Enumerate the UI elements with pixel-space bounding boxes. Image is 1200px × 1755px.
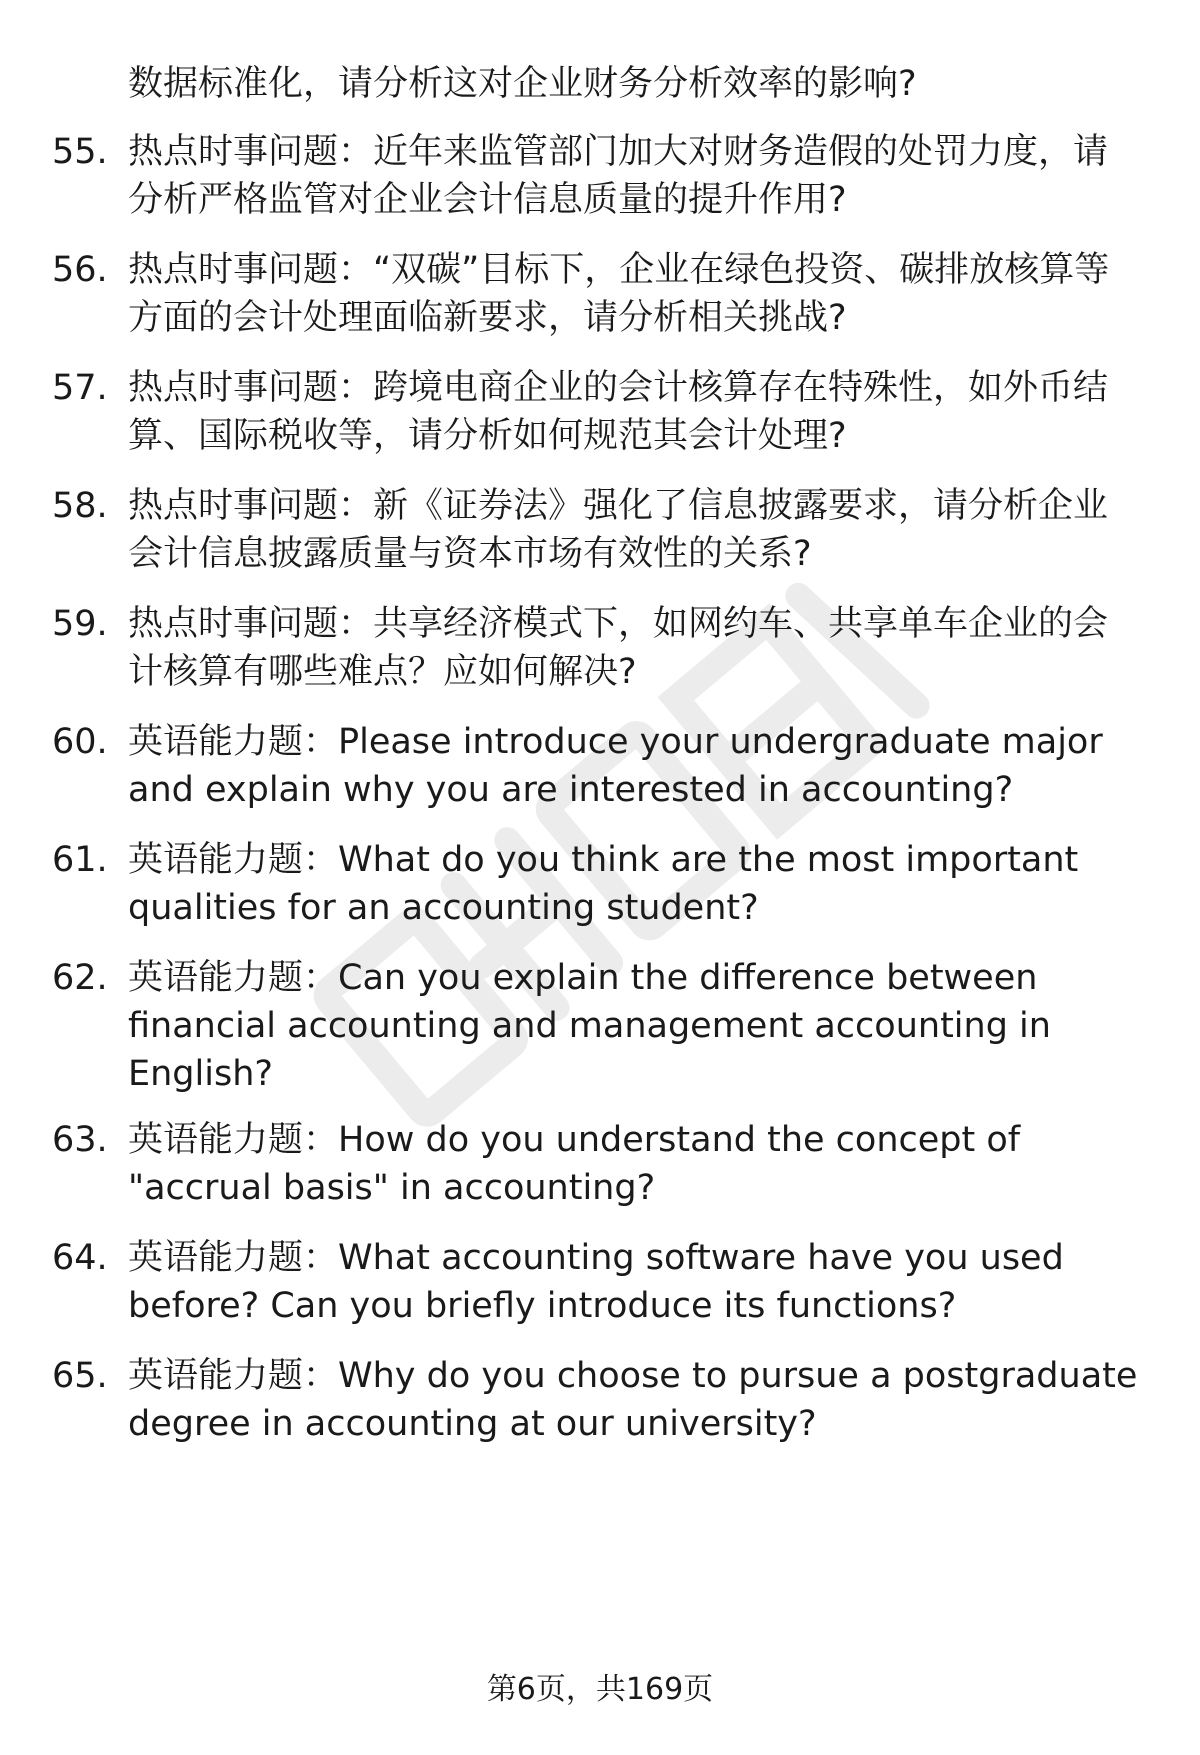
question-number: 63. bbox=[52, 1120, 108, 1160]
question-number: 58. bbox=[52, 486, 108, 526]
question-text: 英语能力题：How do you understand the concept of "accrual basis" in accounting? bbox=[128, 1120, 1021, 1208]
page-number-footer: 第6页，共169页 bbox=[486, 1672, 714, 1707]
question-number: 55. bbox=[52, 132, 108, 172]
continuation-text: 数据标准化，请分析这对企业财务分析效率的影响? bbox=[128, 64, 917, 104]
question-text: 英语能力题：Why do you choose to pursue a postgraduate degree in accounting at our university? bbox=[128, 1356, 1138, 1444]
question-number: 57. bbox=[52, 368, 108, 408]
question-text: 英语能力题：What do you think are the most important qualities for an accounting student? bbox=[128, 840, 1079, 928]
question-number: 61. bbox=[52, 840, 108, 880]
question-number: 60. bbox=[52, 722, 108, 762]
question-number: 59. bbox=[52, 604, 108, 644]
question-number: 64. bbox=[52, 1238, 108, 1278]
question-number: 62. bbox=[52, 958, 108, 998]
question-number: 65. bbox=[52, 1356, 108, 1396]
question-text: 热点时事问题：跨境电商企业的会计核算存在特殊性，如外币结算、国际税收等，请分析如何规范其会计处理? bbox=[128, 368, 1109, 456]
question-text: 英语能力题：Please introduce your undergraduate major and explain why you are interested in accounting? bbox=[128, 722, 1103, 810]
question-text: 热点时事问题：共享经济模式下，如网约车、共享单车企业的会计核算有哪些难点？应如何解决? bbox=[128, 604, 1109, 692]
question-number: 56. bbox=[52, 250, 108, 290]
question-text: 热点时事问题：近年来监管部门加大对财务造假的处罚力度，请分析严格监管对企业会计信息质量的提升作用? bbox=[128, 132, 1109, 220]
question-text: 英语能力题：What accounting software have you used before? Can you briefly introduce its functions? bbox=[128, 1238, 1064, 1326]
question-text: 英语能力题：Can you explain the difference between financial accounting and management accounting in English? bbox=[128, 958, 1051, 1094]
question-text: 热点时事问题：新《证券法》强化了信息披露要求，请分析企业会计信息披露质量与资本市场有效性的关系? bbox=[128, 486, 1109, 574]
question-text: 热点时事问题：“双碳”目标下，企业在绿色投资、碳排放核算等方面的会计处理面临新要求，请分析相关挑战? bbox=[128, 250, 1110, 338]
